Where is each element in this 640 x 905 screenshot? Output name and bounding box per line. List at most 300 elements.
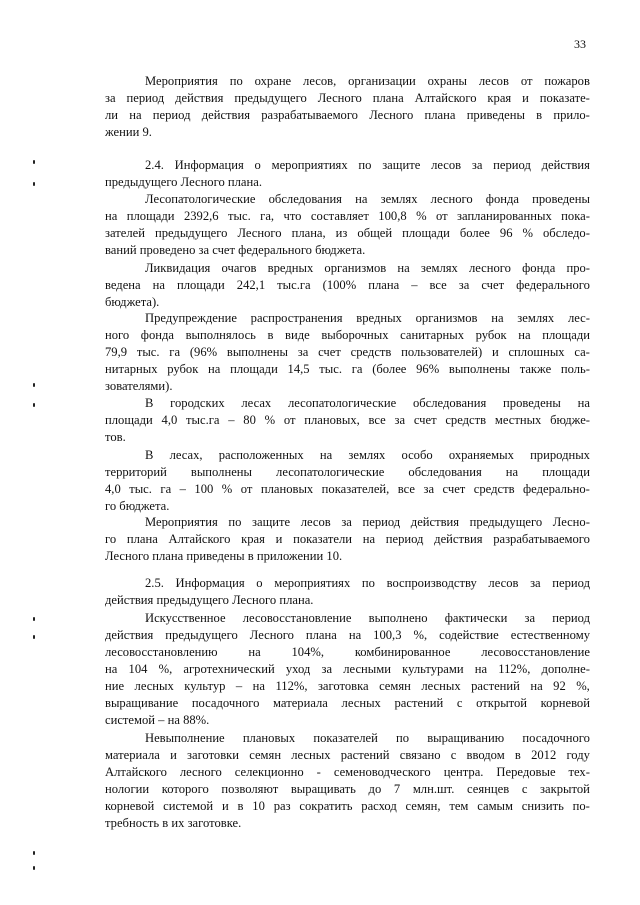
word: нитарных bbox=[105, 362, 158, 376]
word: лесных bbox=[134, 679, 174, 693]
word: от bbox=[435, 209, 448, 223]
word: естественному bbox=[510, 628, 590, 642]
word: Информация bbox=[175, 576, 245, 590]
text-line: требность в их заготовке. bbox=[105, 816, 242, 830]
word: в bbox=[536, 108, 543, 122]
word: заготовки bbox=[187, 748, 240, 762]
word: действия bbox=[105, 628, 154, 642]
word: выполнены bbox=[448, 362, 510, 376]
word: плановых bbox=[242, 731, 296, 745]
word: 104%, bbox=[291, 645, 325, 659]
word: лесов bbox=[431, 158, 462, 172]
word: зателей bbox=[105, 226, 145, 240]
paragraph-pest-liquidation bbox=[105, 260, 590, 311]
word: запланированных bbox=[457, 209, 552, 223]
word: из bbox=[335, 226, 348, 240]
word: за bbox=[524, 611, 536, 625]
word: фонда bbox=[485, 192, 519, 206]
word: культур bbox=[184, 679, 226, 693]
word: пока- bbox=[561, 209, 590, 223]
word: Лесного bbox=[237, 226, 282, 240]
word: выращивать bbox=[290, 782, 356, 796]
text-line bbox=[105, 464, 590, 481]
word: площади bbox=[230, 362, 278, 376]
word: тыс. bbox=[129, 482, 152, 496]
word: что bbox=[283, 209, 302, 223]
word: лесовосстановлению bbox=[105, 645, 218, 659]
text-line bbox=[105, 310, 590, 327]
word: 100,8 bbox=[378, 209, 407, 223]
word: 96% bbox=[416, 362, 440, 376]
word: показателей, bbox=[321, 482, 390, 496]
paragraph-urban-forests bbox=[105, 395, 590, 446]
word: снизить bbox=[521, 799, 564, 813]
word: пожаров bbox=[544, 74, 590, 88]
word: Невыполнение bbox=[145, 731, 225, 745]
text-line: бюджета). bbox=[105, 295, 160, 309]
word: обследо- bbox=[543, 226, 590, 240]
text-line bbox=[105, 644, 590, 661]
word: выборочных bbox=[321, 328, 389, 342]
word: организации bbox=[348, 74, 416, 88]
word: предыдущего bbox=[234, 91, 307, 105]
word: территорий bbox=[105, 465, 167, 479]
word: проведены bbox=[503, 396, 561, 410]
word: го bbox=[105, 532, 117, 546]
word: период bbox=[552, 611, 590, 625]
word: % bbox=[264, 413, 276, 427]
word: на bbox=[248, 645, 261, 659]
word: дополне- bbox=[541, 662, 590, 676]
word: Мероприятия bbox=[145, 74, 218, 88]
word: вредных bbox=[267, 261, 314, 275]
word: площади bbox=[126, 209, 175, 223]
word: Алтайского bbox=[105, 765, 167, 779]
word: городских bbox=[170, 396, 225, 410]
word: предыдущего bbox=[469, 515, 543, 529]
word: расположенных bbox=[218, 448, 304, 462]
text-line: предыдущего Лесного плана. bbox=[105, 175, 262, 189]
word: культурами bbox=[402, 662, 464, 676]
word: мероприятиях bbox=[271, 158, 348, 172]
word: тыс.га bbox=[186, 413, 220, 427]
word: агротехнический bbox=[183, 662, 275, 676]
word: про- bbox=[566, 261, 590, 275]
word: выращиванию bbox=[427, 731, 505, 745]
word: края bbox=[241, 532, 265, 546]
text-line bbox=[105, 695, 590, 712]
word: посадочного bbox=[191, 696, 260, 710]
text-line: действия предыдущего Лесного плана. bbox=[105, 593, 314, 607]
word: и bbox=[275, 532, 283, 546]
word: средств bbox=[350, 345, 392, 359]
word: ведена bbox=[105, 278, 141, 292]
word: охраны bbox=[427, 74, 467, 88]
word: охраняемых bbox=[448, 448, 514, 462]
word: мероприятиях bbox=[274, 576, 351, 590]
word: разрабатываемого bbox=[261, 108, 358, 122]
word: селекционно bbox=[234, 765, 304, 779]
word: раз bbox=[273, 799, 291, 813]
word: площади bbox=[177, 278, 225, 292]
word: на bbox=[319, 448, 333, 462]
word: лесов bbox=[300, 515, 331, 529]
word: на bbox=[362, 532, 376, 546]
word: на bbox=[530, 679, 543, 693]
word: лесных bbox=[421, 679, 461, 693]
word: корневой bbox=[540, 696, 590, 710]
word: 100 bbox=[194, 482, 214, 496]
text-line bbox=[105, 395, 590, 412]
word: по bbox=[228, 515, 242, 529]
word: на bbox=[577, 396, 590, 410]
margin-mark bbox=[33, 383, 35, 387]
word: 7 bbox=[393, 782, 401, 796]
word: 79,9 bbox=[105, 345, 128, 359]
word: организмов bbox=[415, 311, 478, 325]
word: фонда bbox=[522, 261, 556, 275]
word: га, bbox=[260, 209, 275, 223]
paragraph-protected-areas bbox=[105, 447, 590, 515]
text-line: го бюджета. bbox=[105, 499, 170, 513]
word: расход bbox=[361, 799, 397, 813]
text-line bbox=[105, 412, 590, 429]
word: посадочного bbox=[522, 731, 590, 745]
word: 2.5. bbox=[145, 576, 164, 590]
word: семян bbox=[249, 748, 282, 762]
word: ние bbox=[105, 679, 125, 693]
word: на bbox=[208, 362, 221, 376]
word: за bbox=[394, 413, 406, 427]
word: 4,0 bbox=[161, 413, 178, 427]
word: выполнялось bbox=[185, 328, 256, 342]
word: лесовосстановление bbox=[242, 611, 352, 625]
word: В bbox=[145, 448, 154, 462]
word: с bbox=[456, 696, 463, 710]
word: о bbox=[256, 576, 263, 590]
word: нологии bbox=[105, 782, 150, 796]
word: на bbox=[474, 662, 488, 676]
word: 80 bbox=[243, 413, 256, 427]
word: – bbox=[235, 679, 243, 693]
word: 2392,6 bbox=[183, 209, 219, 223]
word: Информация bbox=[174, 158, 244, 172]
word: на bbox=[505, 465, 519, 479]
word: за bbox=[341, 515, 352, 529]
word: на bbox=[397, 261, 410, 275]
word: Лесно- bbox=[552, 515, 590, 529]
word: плана, bbox=[291, 226, 326, 240]
word: средств bbox=[445, 413, 487, 427]
text-line bbox=[105, 361, 590, 378]
word: по bbox=[229, 74, 243, 88]
page-number: 33 bbox=[574, 37, 586, 51]
word: растений bbox=[471, 679, 520, 693]
word: за bbox=[530, 576, 541, 590]
word: лесов, bbox=[303, 74, 337, 88]
word: плановых bbox=[260, 482, 314, 496]
word: плана bbox=[368, 278, 400, 292]
word: очагов bbox=[221, 261, 257, 275]
word: са- bbox=[574, 345, 590, 359]
word: на bbox=[491, 311, 504, 325]
word: тех- bbox=[568, 765, 590, 779]
word: действия bbox=[175, 91, 224, 105]
word: лесного bbox=[430, 192, 473, 206]
word: тыс.га bbox=[277, 278, 311, 292]
word: действия bbox=[410, 515, 460, 529]
word: действия bbox=[434, 532, 483, 546]
word: лесов bbox=[478, 74, 509, 88]
word: площади bbox=[402, 226, 450, 240]
word: более bbox=[459, 226, 490, 240]
word: на bbox=[105, 209, 118, 223]
word: защите bbox=[382, 158, 421, 172]
word: лесовосстановление bbox=[481, 645, 590, 659]
word: % bbox=[221, 482, 233, 496]
word: счет bbox=[442, 482, 466, 496]
word: санитарных bbox=[400, 328, 464, 342]
word: 100,3 bbox=[373, 628, 402, 642]
word: – bbox=[411, 278, 418, 292]
word: приведены bbox=[466, 108, 525, 122]
word: на bbox=[152, 278, 165, 292]
word: плановых, bbox=[304, 413, 360, 427]
word: выполнены bbox=[226, 345, 288, 359]
word: предыдущего bbox=[154, 226, 228, 240]
word: га bbox=[169, 345, 181, 359]
paragraph-forest-protection-measures bbox=[105, 73, 590, 141]
word: по- bbox=[572, 799, 590, 813]
word: прило- bbox=[553, 108, 590, 122]
text-line bbox=[105, 747, 590, 764]
word: показатели bbox=[293, 532, 352, 546]
word: на bbox=[348, 628, 362, 642]
word: семян bbox=[379, 679, 411, 693]
word: землях bbox=[420, 261, 458, 275]
text-line bbox=[105, 627, 590, 644]
word: период bbox=[126, 91, 165, 105]
word: за bbox=[297, 345, 309, 359]
word: все bbox=[397, 482, 416, 496]
word: 14,5 bbox=[287, 362, 310, 376]
text-line bbox=[105, 260, 590, 277]
word: все bbox=[429, 278, 447, 292]
word: лесах, bbox=[169, 448, 203, 462]
word: 96 bbox=[499, 226, 513, 240]
word: за bbox=[423, 482, 435, 496]
word: за bbox=[321, 662, 333, 676]
word: на bbox=[105, 662, 118, 676]
margin-mark bbox=[33, 851, 35, 855]
word: (100% bbox=[322, 278, 357, 292]
word: лесов bbox=[488, 576, 519, 590]
word: материала bbox=[273, 696, 328, 710]
margin-mark bbox=[33, 635, 35, 639]
word: все bbox=[368, 413, 386, 427]
text-line: тов. bbox=[105, 430, 126, 444]
word: выполнены bbox=[190, 465, 252, 479]
word: в bbox=[267, 328, 274, 342]
word: фонда bbox=[140, 328, 174, 342]
word: открытой bbox=[476, 696, 528, 710]
word: землях bbox=[348, 448, 386, 462]
text-line: зователями). bbox=[105, 379, 173, 393]
word: содействие bbox=[439, 628, 499, 642]
paragraph-pest-prevention bbox=[105, 310, 590, 395]
word: - bbox=[316, 765, 321, 779]
word: за bbox=[471, 158, 483, 172]
word: счет bbox=[481, 278, 505, 292]
text-line bbox=[105, 208, 590, 225]
word: сеянцев bbox=[467, 782, 510, 796]
text-line bbox=[105, 277, 590, 294]
word: %, bbox=[413, 628, 428, 642]
word: самым bbox=[477, 799, 513, 813]
word: Ликвидация bbox=[145, 261, 211, 275]
text-line bbox=[105, 531, 590, 548]
word: поль- bbox=[560, 362, 590, 376]
word: центра. bbox=[443, 765, 484, 779]
text-line bbox=[105, 798, 590, 815]
margin-mark bbox=[33, 160, 35, 164]
word: и bbox=[522, 91, 529, 105]
word: в bbox=[514, 748, 521, 762]
word: 2.4. bbox=[145, 158, 164, 172]
word: проведены bbox=[532, 192, 590, 206]
paragraph-forest-protection-appendix bbox=[105, 514, 590, 565]
word: растений bbox=[394, 696, 444, 710]
word: также bbox=[519, 362, 552, 376]
word: Лесопатологические bbox=[145, 192, 256, 206]
text-line bbox=[105, 344, 590, 361]
word: лесах bbox=[241, 396, 272, 410]
word: (более bbox=[372, 362, 407, 376]
word: защите bbox=[252, 515, 291, 529]
word: до bbox=[368, 782, 382, 796]
word: Алтайского bbox=[168, 532, 231, 546]
text-line bbox=[105, 661, 590, 678]
word: тыс. bbox=[228, 209, 251, 223]
word: период bbox=[493, 158, 531, 172]
text-line bbox=[105, 90, 590, 107]
word: действия bbox=[201, 108, 251, 122]
text-line bbox=[105, 610, 590, 627]
word: предыдущего bbox=[165, 628, 238, 642]
text-line bbox=[105, 481, 590, 498]
word: площади bbox=[105, 413, 153, 427]
word: особо bbox=[401, 448, 433, 462]
text-line bbox=[105, 225, 590, 242]
word: землях bbox=[517, 311, 555, 325]
word: землях bbox=[380, 192, 418, 206]
text-line bbox=[105, 73, 590, 90]
word: Алтайского bbox=[414, 91, 477, 105]
word: обследования bbox=[268, 192, 342, 206]
margin-mark bbox=[33, 403, 35, 407]
word: период bbox=[362, 515, 401, 529]
word: семеноводческого bbox=[333, 765, 431, 779]
margin-mark bbox=[33, 866, 35, 870]
word: Предупреждение bbox=[145, 311, 237, 325]
word: лесного bbox=[179, 765, 222, 779]
word: о bbox=[254, 158, 261, 172]
word: воспроизводству bbox=[386, 576, 477, 590]
word: вредных bbox=[356, 311, 402, 325]
word: ного bbox=[105, 328, 130, 342]
text-line bbox=[105, 157, 590, 174]
word: лесного bbox=[468, 261, 511, 275]
word: рубок bbox=[167, 362, 199, 376]
word: плана bbox=[424, 108, 456, 122]
word: комбинированное bbox=[354, 645, 451, 659]
word: на bbox=[518, 328, 531, 342]
word: от bbox=[283, 413, 296, 427]
word: в bbox=[237, 799, 244, 813]
word: Передовые bbox=[496, 765, 556, 779]
word: семян, bbox=[405, 799, 441, 813]
word: период bbox=[552, 576, 590, 590]
margin-mark bbox=[33, 182, 35, 186]
word: лесных bbox=[291, 748, 331, 762]
word: Лесного bbox=[317, 91, 362, 105]
word: % bbox=[416, 209, 427, 223]
word: га bbox=[160, 482, 172, 496]
text-line bbox=[105, 107, 590, 124]
word: растений bbox=[340, 748, 390, 762]
word: период bbox=[385, 532, 424, 546]
word: по bbox=[358, 158, 372, 172]
word: средств bbox=[473, 482, 515, 496]
word: (96% bbox=[189, 345, 218, 359]
text-line: ваний проведено за счет федерального бюджета. bbox=[105, 243, 366, 257]
word: сократить bbox=[299, 799, 353, 813]
word: показателей bbox=[313, 731, 378, 745]
text-line bbox=[105, 514, 590, 531]
word: показате- bbox=[539, 91, 590, 105]
word: лесных bbox=[341, 696, 381, 710]
word: тыс. bbox=[136, 345, 160, 359]
section-heading-2-5 bbox=[105, 575, 590, 609]
word: края bbox=[487, 91, 512, 105]
word: по bbox=[361, 576, 375, 590]
word: за bbox=[105, 91, 116, 105]
word: %, bbox=[158, 662, 173, 676]
text-line bbox=[105, 678, 590, 695]
word: и bbox=[221, 799, 229, 813]
word: 4,0 bbox=[105, 482, 121, 496]
word: на bbox=[355, 192, 368, 206]
word: плана bbox=[305, 628, 337, 642]
word: лес- bbox=[567, 311, 590, 325]
word: площади bbox=[542, 328, 590, 342]
word: бюдже- bbox=[550, 413, 590, 427]
word: корневой bbox=[105, 799, 155, 813]
word: га bbox=[351, 362, 363, 376]
word: 112%, bbox=[498, 662, 531, 676]
word: местных bbox=[494, 413, 542, 427]
margin-mark bbox=[33, 617, 35, 621]
word: обследования bbox=[412, 396, 487, 410]
word: – bbox=[228, 413, 235, 427]
text-line bbox=[105, 781, 590, 798]
word: закрытой bbox=[540, 782, 590, 796]
word: тыс. bbox=[319, 362, 343, 376]
word: с bbox=[450, 748, 457, 762]
word: от bbox=[240, 482, 253, 496]
word: Мероприятия bbox=[145, 515, 218, 529]
text-line bbox=[105, 575, 590, 592]
